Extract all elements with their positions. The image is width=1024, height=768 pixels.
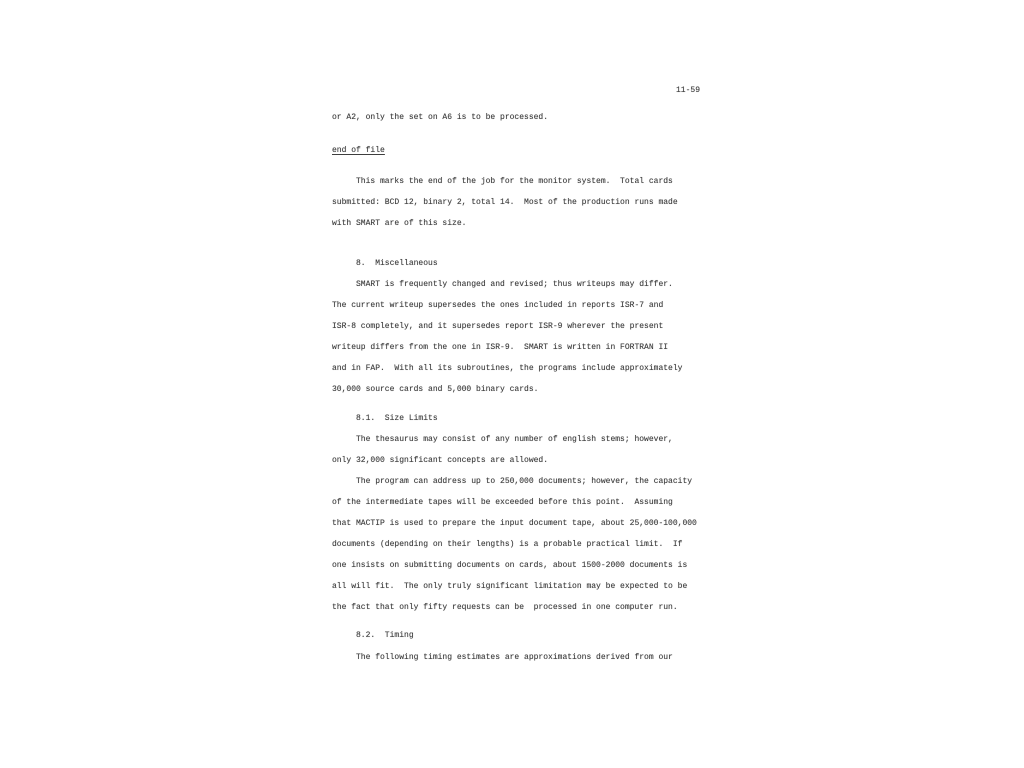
body-line: submitted: BCD 12, binary 2, total 14. Most of the production runs made <box>332 198 678 207</box>
body-line: and in FAP. With all its subroutines, the programs include approximately <box>332 364 683 373</box>
body-line: 30,000 source cards and 5,000 binary cards. <box>332 385 539 394</box>
section-8-1-paragraph-1 <box>332 429 732 471</box>
section-8-2-paragraph <box>332 647 732 668</box>
body-line: with SMART are of this size. <box>332 219 467 228</box>
body-line: or A2, only the set on A6 is to be processed. <box>332 113 549 122</box>
section-8-heading: 8. Miscellaneous <box>332 259 438 268</box>
body-line: the fact that only fifty requests can be processed in one computer run. <box>332 603 678 612</box>
body-line: one insists on submitting documents on cards, about 1500-2000 documents is <box>332 561 688 570</box>
section-8-1-paragraph-2 <box>332 471 732 618</box>
section-8-1-heading: 8.1. Size Limits <box>332 414 438 423</box>
eof-heading: end of file <box>332 146 385 155</box>
page-number: 11-59 <box>676 86 701 95</box>
body-line: SMART is frequently changed and revised; thus writeups may differ. <box>332 280 673 289</box>
body-line: The following timing estimates are approximations derived from our <box>332 653 673 662</box>
body-line: only 32,000 significant concepts are allowed. <box>332 456 549 465</box>
eof-paragraph <box>332 171 732 234</box>
body-line: of the intermediate tapes will be exceeded before this point. Assuming <box>332 498 673 507</box>
body-line: writeup differs from the one in ISR-9. SMART is written in FORTRAN II <box>332 343 669 352</box>
body-line: ISR-8 completely, and it supersedes report ISR-9 wherever the present <box>332 322 664 331</box>
section-8-paragraph <box>332 274 732 400</box>
body-line: The thesaurus may consist of any number of english stems; however, <box>332 435 673 444</box>
body-line: The program can address up to 250,000 documents; however, the capacity <box>332 477 693 486</box>
body-line: The current writeup supersedes the ones included in reports ISR-7 and <box>332 301 664 310</box>
body-line: all will fit. The only truly significant limitation may be expected to be <box>332 582 688 591</box>
body-line: This marks the end of the job for the monitor system. Total cards <box>332 177 673 186</box>
body-line: documents (depending on their lengths) is a probable practical limit. If <box>332 540 683 549</box>
body-line: that MACTIP is used to prepare the input document tape, about 25,000-100,000 <box>332 519 697 528</box>
section-8-2-heading: 8.2. Timing <box>332 631 414 640</box>
